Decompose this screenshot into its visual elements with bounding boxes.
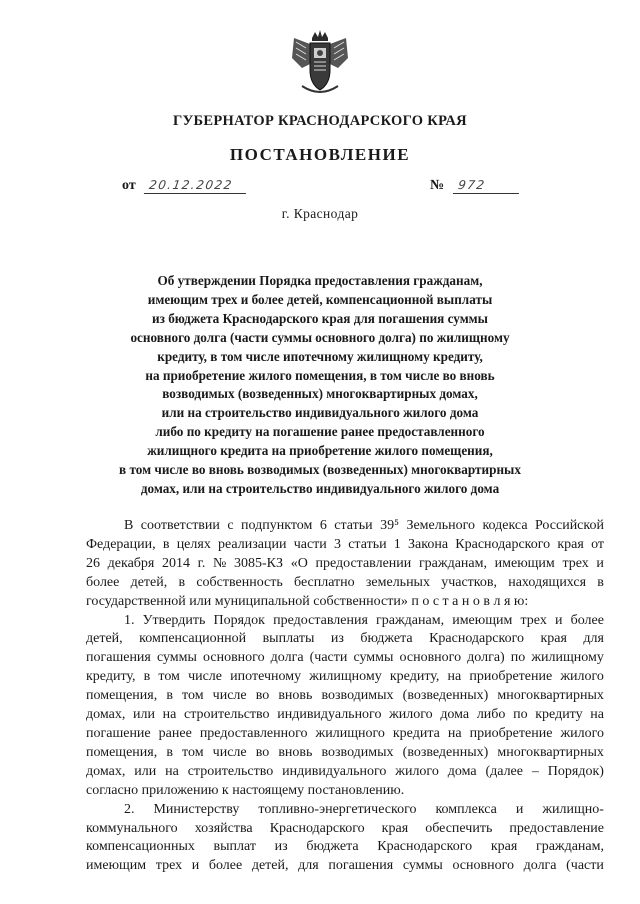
body-line: помещения, в том числе во вновь возводимых (возведенных) многоквартирных — [86, 744, 604, 760]
body-line: Федерации, в целях реализации части 3 статьи 1 Закона Краснодарского края от — [86, 536, 604, 552]
title-line: кредиту, в том числе ипотечному жилищному кредиту, — [157, 348, 483, 364]
title-line: из бюджета Краснодарского края для погашения суммы — [152, 310, 488, 326]
title-line: жилищного кредита на приобретение жилого помещения, — [147, 443, 493, 459]
coat-of-arms-emblem — [288, 28, 352, 100]
city-line: г. Краснодар — [281, 206, 359, 221]
body-line: более детей, в собственность бесплатно земельных участков, находящихся в — [86, 574, 604, 590]
title-line: в том числе во вновь возводимых (возведенных) многоквартирных — [119, 462, 521, 478]
title-line: имеющим трех и более детей, компенсационной выплаты — [147, 291, 493, 307]
title-line: возводимых (возведенных) многоквартирных домах, — [162, 386, 478, 402]
title-line: домах, или на строительство индивидуального жилого дома — [140, 480, 500, 496]
date-value: 20.12.2022 — [144, 178, 248, 194]
body-line: погашения суммы основного долга (части суммы основного долга) по жилищному — [86, 650, 604, 666]
title-line: на приобретение жилого помещения, в том числе во вновь — [145, 367, 495, 383]
body-line: помещения, в том числе во вновь возводимых (возведенных) многоквартирных — [86, 688, 604, 704]
title-line: или на строительство индивидуального жилого дома — [161, 405, 479, 421]
body-line: домах, или на строительство индивидуального жилого дома (далее – Порядок) — [86, 763, 604, 779]
number-label: № — [430, 178, 445, 193]
title-line: основного долга (части суммы основного долга) по жилищному — [130, 329, 510, 345]
number-block — [430, 178, 520, 194]
body-line: В соответствии с подпунктом 6 статьи 39⁵ Земельного кодекса Российской — [124, 518, 604, 533]
body-line: имеющим трех и более детей, для погашения суммы основного долга (части — [86, 858, 604, 874]
body-line: кредиту, в том числе ипотечному жилищному кредиту, на приобретение жилого — [86, 669, 604, 685]
body-line: погашение ранее предоставленного жилищного кредита на приобретение жилого — [86, 725, 604, 741]
issuing-authority: ГУБЕРНАТОР КРАСНОДАРСКОГО КРАЯ — [173, 113, 467, 129]
body-line: согласно приложению к настоящему постановлению. — [86, 782, 405, 798]
title-line: Об утверждении Порядка предоставления гражданам, — [157, 273, 483, 288]
number-value: 972 — [452, 178, 520, 194]
date-block — [122, 178, 247, 194]
body-line: компенсационных выплат из бюджета Краснодарского края гражданам, — [86, 839, 604, 855]
body-line: 1. Утвердить Порядок предоставления гражданам, имеющим трех и более — [124, 612, 604, 628]
body-line: детей, компенсационной выплаты из бюджета Краснодарского края для — [86, 631, 604, 647]
body-line: 2. Министерству топливно-энергетического комплекса и жилищно- — [124, 801, 604, 817]
date-label: от — [122, 178, 136, 193]
document-type: ПОСТАНОВЛЕНИЕ — [229, 145, 411, 164]
body-line: государственной или муниципальной собственности» п о с т а н о в л я ю: — [86, 593, 529, 609]
document-body — [86, 517, 604, 876]
body-line: 26 декабря 2014 г. № 3085-КЗ «О предоставлении гражданам, имеющим трех и — [86, 555, 604, 571]
body-line: коммунального хозяйства Краснодарского края обеспечить предоставление — [86, 820, 604, 836]
title-line: либо по кредиту на погашение ранее предоставленного — [155, 424, 485, 440]
document-title — [60, 272, 580, 499]
body-line: домах, или на строительство индивидуального жилого дома либо по кредиту на — [86, 707, 604, 723]
